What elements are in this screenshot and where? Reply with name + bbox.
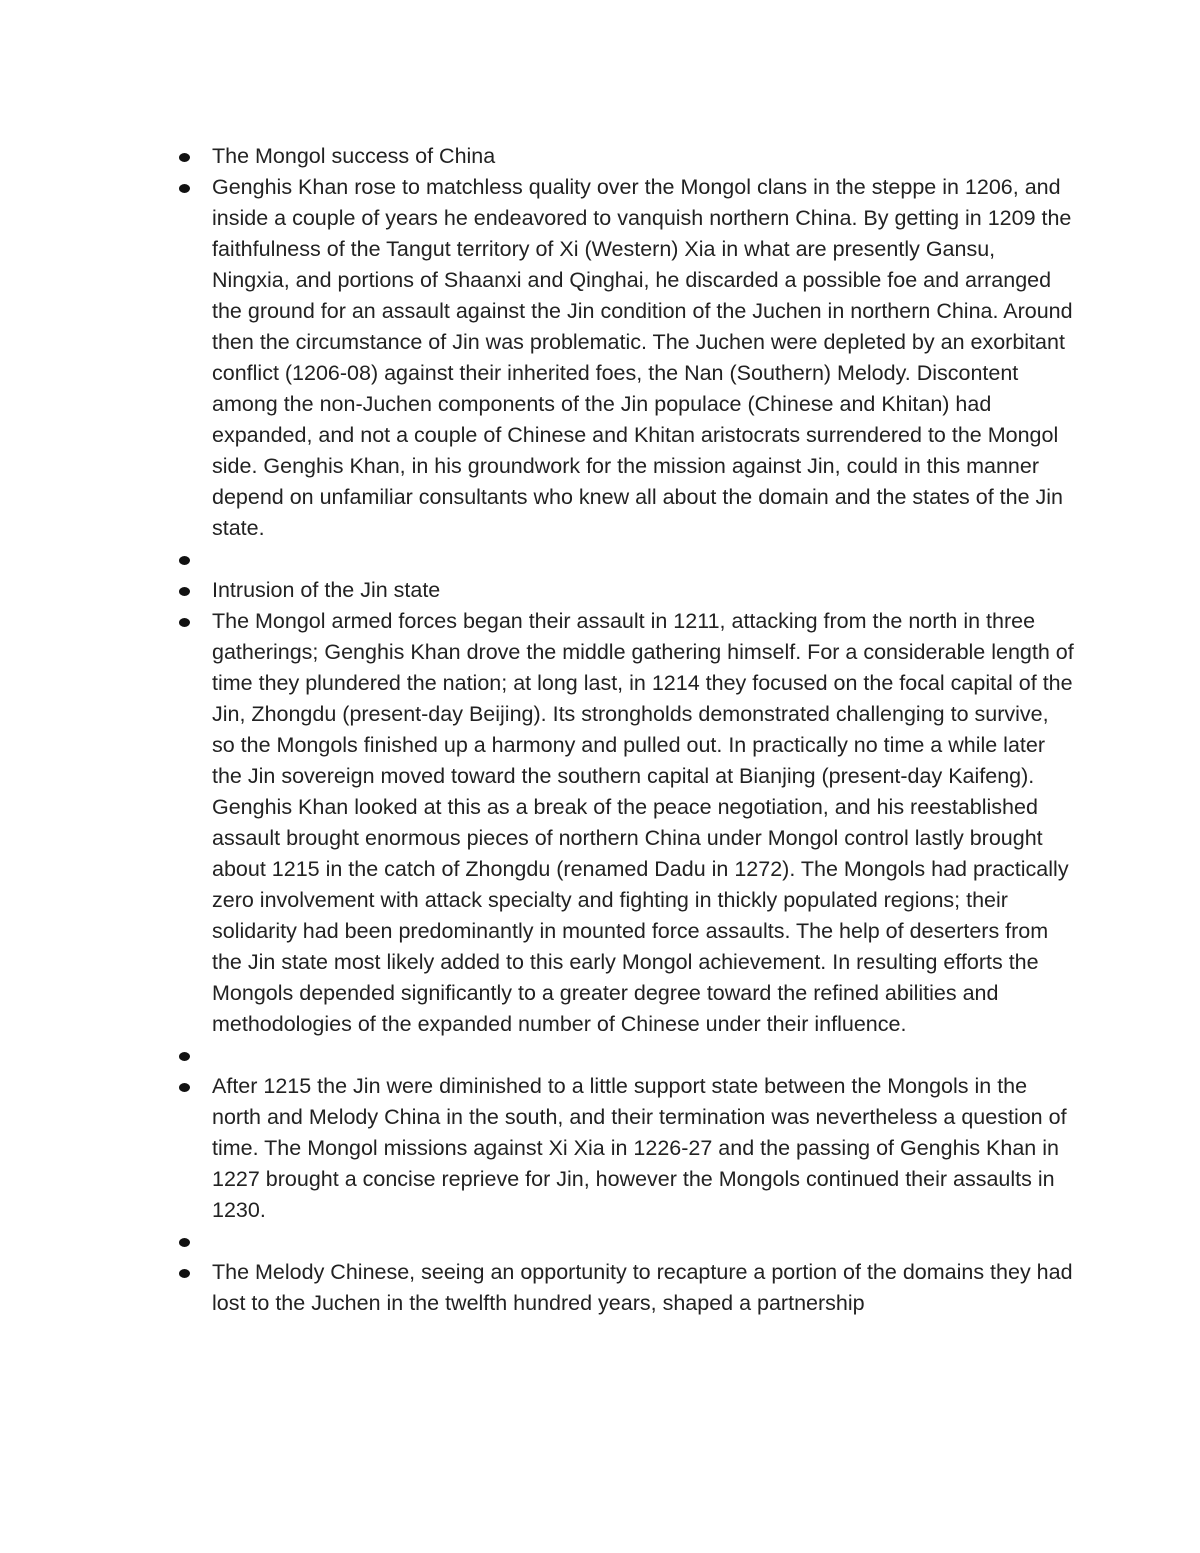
list-item-text: Intrusion of the Jin state xyxy=(212,578,441,602)
list-item-text: The Mongol success of China xyxy=(212,144,496,168)
bullet-icon xyxy=(179,184,190,193)
list-item xyxy=(176,1071,1076,1226)
bullet-list xyxy=(176,141,1076,1319)
list-item xyxy=(176,141,1076,172)
list-item xyxy=(176,1226,1076,1257)
list-item-text: After 1215 the Jin were diminished to a little support state between the Mongols in the north and Melody China in the south, and their termination was nevertheless a question of time. The Mongol missions against Xi Xia in 1226-27 and the passing of Genghis Khan in 1227 brought a concise reprieve for Jin, however the Mongols continued their assaults in 1230. xyxy=(212,1074,1067,1222)
list-item xyxy=(176,544,1076,575)
bullet-icon xyxy=(179,1083,190,1092)
bullet-icon xyxy=(179,618,190,627)
list-item xyxy=(176,606,1076,1040)
bullet-icon xyxy=(179,1052,190,1061)
list-item-text: Genghis Khan rose to matchless quality over the Mongol clans in the steppe in 1206, and inside a couple of years he endeavored to vanquish northern China. By getting in 1209 the faithfulness of the Tangut territory of Xi (Western) Xia in what are presently Gansu, Ningxia, and portions of Shaanxi and Qinghai, he discarded a possible foe and arranged the ground for an assault against the Jin condition of the Juchen in northern China. Around then the circumstance of Jin was problematic. The Juchen were depleted by an exorbitant conflict (1206-08) against their inherited foes, the Nan (Southern) Melody. Discontent among the non-Juchen components of the Jin populace (Chinese and Khitan) had expanded, and not a couple of Chinese and Khitan aristocrats surrendered to the Mongol side. Genghis Khan, in his groundwork for the mission against Jin, could in this manner depend on unfamiliar consultants who knew all about the domain and the states of the Jin state. xyxy=(212,175,1073,540)
bullet-icon xyxy=(179,153,190,162)
list-item xyxy=(176,575,1076,606)
bullet-icon xyxy=(179,587,190,596)
list-item-text: The Melody Chinese, seeing an opportunity to recapture a portion of the domains they had lost to the Juchen in the twelfth hundred years, shaped a partnership xyxy=(212,1260,1073,1315)
bullet-icon xyxy=(179,1238,190,1247)
bullet-icon xyxy=(179,1269,190,1278)
list-item-text: The Mongol armed forces began their assault in 1211, attacking from the north in three gatherings; Genghis Khan drove the middle gathering himself. For a considerable length of time they plundered the nation; at long last, in 1214 they focused on the focal capital of the Jin, Zhongdu (present-day Beijing). Its strongholds demonstrated challenging to survive, so the Mongols finished up a harmony and pulled out. In practically no time a while later the Jin sovereign moved toward the southern capital at Bianjing (present-day Kaifeng). Genghis Khan looked at this as a break of the peace negotiation, and his reestablished assault brought enormous pieces of northern China under Mongol control lastly brought about 1215 in the catch of Zhongdu (renamed Dadu in 1272). The Mongols had practically zero involvement with attack specialty and fighting in thickly populated regions; their solidarity had been predominantly in mounted force assaults. The help of deserters from the Jin state most likely added to this early Mongol achievement. In resulting efforts the Mongols depended significantly to a greater degree toward the refined abilities and methodologies of the expanded number of Chinese under their influence. xyxy=(212,609,1074,1036)
list-item xyxy=(176,172,1076,544)
list-item xyxy=(176,1257,1076,1319)
list-item xyxy=(176,1040,1076,1071)
bullet-icon xyxy=(179,556,190,565)
